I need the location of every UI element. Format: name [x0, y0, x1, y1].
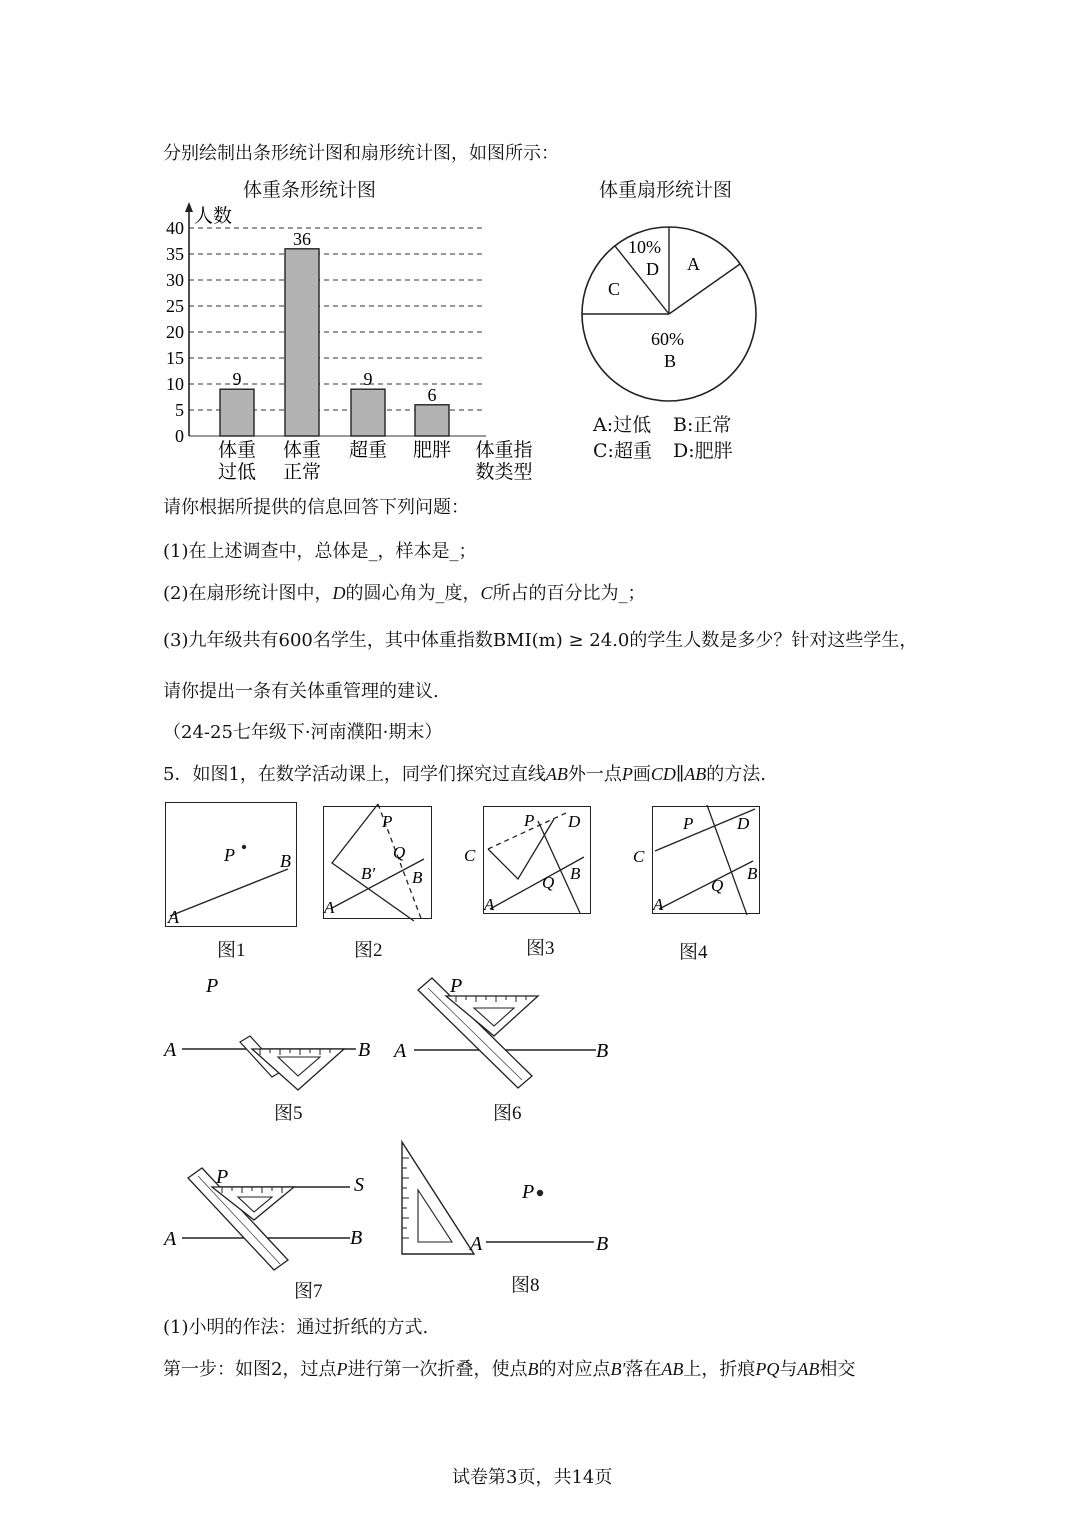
bar	[285, 249, 319, 436]
bar-value-label: 9	[363, 369, 373, 390]
x-category-label: 超重	[348, 440, 388, 461]
question-3-line1: (3)九年级共有600名学生，其中体重指数BMI(m) ≥ 24.0的学生人数是多少？针对这些学生，	[163, 630, 918, 651]
fig3-label-q: Q	[542, 873, 555, 892]
fig4-label-b: B	[747, 864, 758, 883]
y-tick-label: 20	[166, 322, 184, 342]
pie-label-b: B	[664, 351, 677, 371]
fig8-label-b: B	[596, 1233, 609, 1255]
pie-divider-ab	[669, 264, 740, 314]
y-tick-label: 40	[166, 218, 184, 238]
fig8-label-a: A	[470, 1233, 483, 1255]
x-category-label: 过低	[217, 462, 257, 483]
figure-8-caption: 图8	[511, 1275, 540, 1296]
figure-6	[388, 968, 638, 1098]
fig3-label-c: C	[464, 846, 476, 865]
pie-label-a: A	[687, 254, 700, 274]
pie-legend-a: A:过低	[593, 414, 652, 436]
y-tick-label: 0	[175, 426, 184, 446]
pie-label-b-percent: 60%	[651, 329, 684, 349]
pie-legend-c: C:超重	[593, 440, 652, 462]
prompt-text: 请你根据所提供的信息回答下列问题：	[163, 497, 469, 518]
pie-label-d: D	[646, 259, 659, 279]
fig6-label-p: P	[450, 975, 463, 997]
x-axis-title-line: 体重指	[475, 440, 533, 461]
figure-1	[165, 802, 297, 927]
x-category-label: 体重	[282, 440, 322, 461]
figure-1-caption: 图1	[217, 940, 246, 961]
y-tick-label: 25	[166, 296, 184, 316]
fig6-label-a: A	[394, 1040, 407, 1062]
y-tick-label: 35	[166, 244, 184, 264]
figure-2-caption: 图2	[354, 940, 383, 961]
figure-7	[160, 1160, 380, 1280]
step1-text: 第一步：如图2，过点P进行第一次折叠，使点B的对应点B′落在AB上，折痕PQ与AB相交	[163, 1359, 856, 1380]
fig4-label-c: C	[633, 847, 645, 866]
pie-chart-title: 体重扇形统计图	[599, 179, 733, 201]
bar-chart-bars	[220, 249, 449, 436]
pie-chart	[570, 208, 770, 408]
x-axis-title	[475, 439, 532, 483]
step1-title: (1)小明的作法：通过折纸的方式.	[163, 1317, 429, 1338]
figure-7-caption: 图7	[294, 1281, 323, 1302]
fig2-label-q: Q	[393, 843, 406, 862]
figure-8	[396, 1138, 626, 1263]
bar-chart	[150, 200, 570, 490]
figure-3	[464, 806, 591, 914]
fig7-label-s: S	[354, 1174, 364, 1196]
figure-5	[160, 970, 380, 1100]
y-tick-label: 5	[175, 400, 184, 420]
bar-value-label: 9	[232, 369, 242, 390]
bar	[415, 405, 449, 436]
fig8-label-p: P	[522, 1181, 535, 1203]
fig7-label-b: B	[350, 1227, 363, 1249]
fig4-label-q: Q	[711, 876, 724, 895]
fig3-label-a: A	[484, 895, 495, 914]
pie-legend-d: D:肥胖	[673, 440, 733, 462]
fig2-label-a: A	[324, 898, 335, 917]
fig1-label-p: P	[224, 845, 235, 865]
x-category-labels	[218, 439, 451, 483]
fig6-ruler	[418, 978, 532, 1088]
y-tick-label: 10	[166, 374, 184, 394]
figure-3-caption: 图3	[526, 938, 555, 959]
fig3-label-p: P	[524, 811, 535, 830]
fig2-label-p: P	[382, 812, 393, 831]
bar-value-labels	[233, 229, 437, 405]
fig3-label-b: B	[570, 864, 581, 883]
fig8-set-square	[402, 1142, 474, 1254]
fig6-label-b: B	[596, 1040, 609, 1062]
pie-label-d-percent: 10%	[628, 237, 661, 257]
fig1-label-a: A	[168, 907, 179, 926]
question-5: 5．如图1，在数学活动课上，同学们探究过直线AB外一点P画CD∥AB的方法.	[163, 764, 766, 785]
fig2-label-b-prime: B′	[361, 864, 376, 883]
fig5-label-p: P	[206, 975, 219, 997]
question-3-line2: 请你提出一条有关体重管理的建议.	[163, 681, 439, 702]
x-category-label: 体重	[217, 440, 257, 461]
fig4-label-a: A	[653, 895, 664, 914]
y-axis-label: 人数	[194, 206, 233, 227]
fig3-label-d: D	[568, 812, 581, 831]
fig7-label-p: P	[216, 1166, 229, 1188]
y-tick-label: 15	[166, 348, 184, 368]
figure-4	[633, 806, 760, 914]
bar-value-label: 36	[293, 228, 311, 249]
x-category-label: 肥胖	[412, 440, 452, 461]
intro-text: 分别绘制出条形统计图和扇形统计图，如图所示：	[163, 143, 559, 164]
bar-chart-title: 体重条形统计图	[243, 179, 377, 201]
source-note: （24-25七年级下·河南濮阳·期末）	[163, 722, 443, 743]
bar	[351, 389, 385, 436]
y-tick-labels	[166, 218, 184, 446]
y-axis-arrow	[185, 202, 193, 212]
figure-5-caption: 图5	[274, 1103, 303, 1124]
figure-4-caption: 图4	[679, 942, 708, 963]
question-1: (1)在上述调查中，总体是_，样本是_；	[163, 541, 477, 562]
fig7-label-a: A	[164, 1228, 177, 1250]
pie-legend-b: B:正常	[673, 414, 732, 436]
y-tick-label: 30	[166, 270, 184, 290]
figure-2	[323, 806, 432, 919]
question-2: (2)在扇形统计图中，D的圆心角为_度，C所占的百分比为_；	[163, 583, 646, 604]
fig5-label-a: A	[164, 1039, 177, 1061]
fig4-label-p: P	[683, 814, 694, 833]
fig4-label-d: D	[737, 814, 750, 833]
bar-value-label: 6	[427, 384, 437, 405]
fig5-label-b: B	[358, 1039, 371, 1061]
x-category-label: 正常	[282, 462, 322, 483]
pie-label-c: C	[608, 279, 621, 299]
x-axis-title-line: 数类型	[475, 462, 533, 483]
fig7-ruler	[188, 1168, 288, 1270]
page-footer: 试卷第3页，共14页	[452, 1467, 613, 1488]
figure-6-caption: 图6	[493, 1103, 522, 1124]
fig2-label-b: B	[412, 868, 423, 887]
fig1-label-b: B	[280, 851, 291, 871]
bar	[220, 389, 254, 436]
